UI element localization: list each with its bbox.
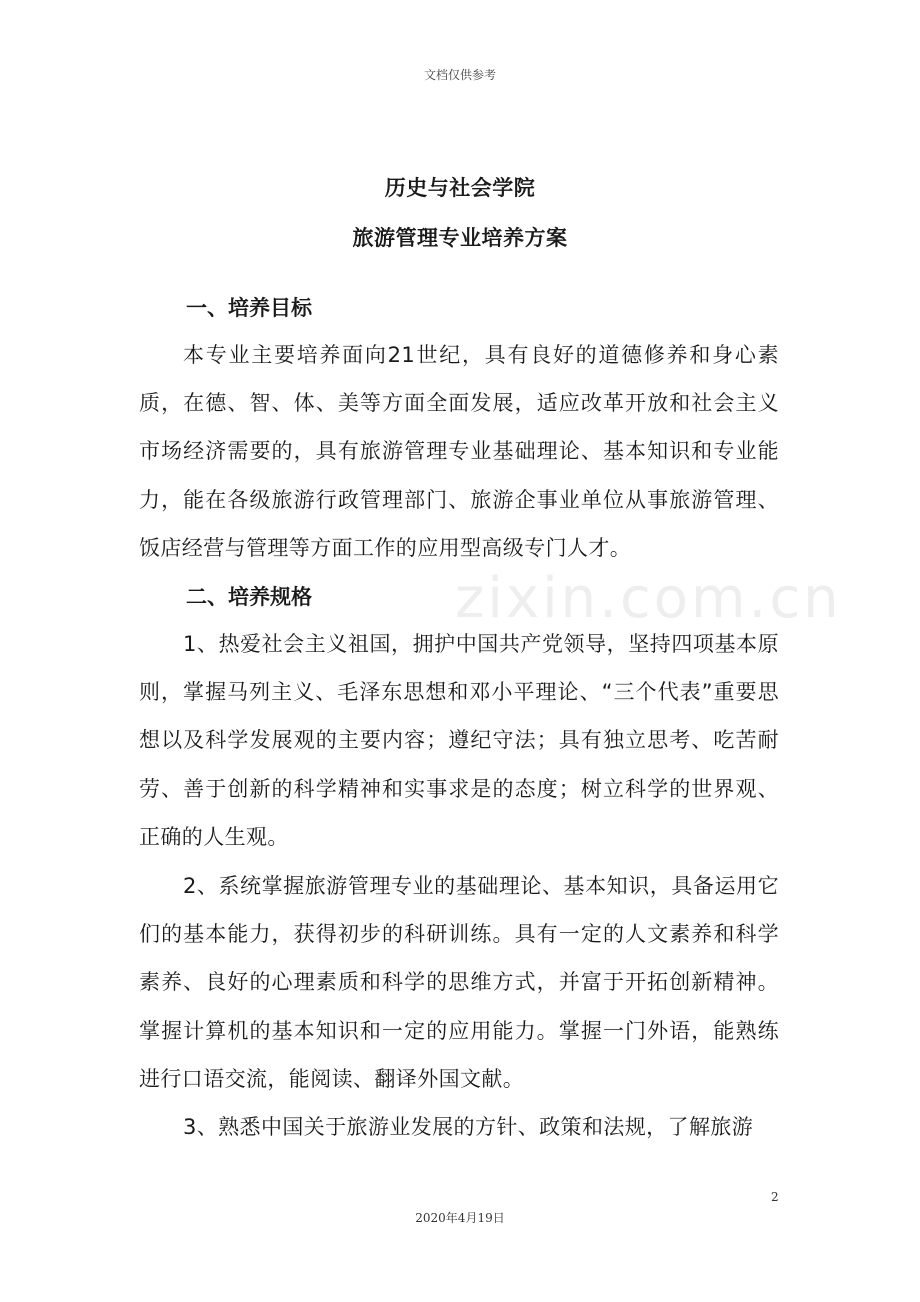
spec-item-1: 1、热爱社会主义祖国，拥护中国共产党领导，坚持四项基本原则，掌握马列主义、毛泽东思想和邓小平理论、“三个代表”重要思想以及科学发展观的主要内容；遵纪守法；具有独立思考、吃苦耐劳、善于创新的科学精神和实事求是的态度；树立科学的世界观、正确的人生观。 [139,632,779,849]
section-heading-spec: 二、培养规格 [186,585,312,609]
watermark: zixin.com.cn [455,566,842,631]
spec-item-2: 2、系统掌握旅游管理专业的基础理论、基本知识，具备运用它们的基本能力，获得初步的科研训练。具有一定的人文素养和科学素养、良好的心理素质和科学的思维方式，并富于开拓创新精神。掌握计算机的基本知识和一定的应用能力。掌握一门外语，能熟练进行口语交流，能阅读、翻译外国文献。 [139,874,779,1091]
program-title: 旅游管理专业培养方案 [352,226,568,250]
header-note: 文档仅供参考 [423,68,496,82]
goal-paragraph: 本专业主要培养面向21世纪，具有良好的道德修养和身心素质，在德、智、体、美等方面全面发展，适应改革开放和社会主义市场经济需要的，具有旅游管理专业基础理论、基本知识和专业能力，能在各级旅游行政管理部门、旅游企事业单位从事旅游管理、饭店经营与管理等方面工作的应用型高级专门人才。 [139,343,779,560]
spec-item-3: 3、熟悉中国关于旅游业发展的方针、政策和法规，了解旅游 [183,1115,754,1139]
school-title: 历史与社会学院 [384,176,536,200]
page-number: 2 [771,1190,779,1204]
footer-date: 2020年4月19日 [415,1211,505,1225]
section-heading-goal: 一、培养目标 [186,296,312,320]
